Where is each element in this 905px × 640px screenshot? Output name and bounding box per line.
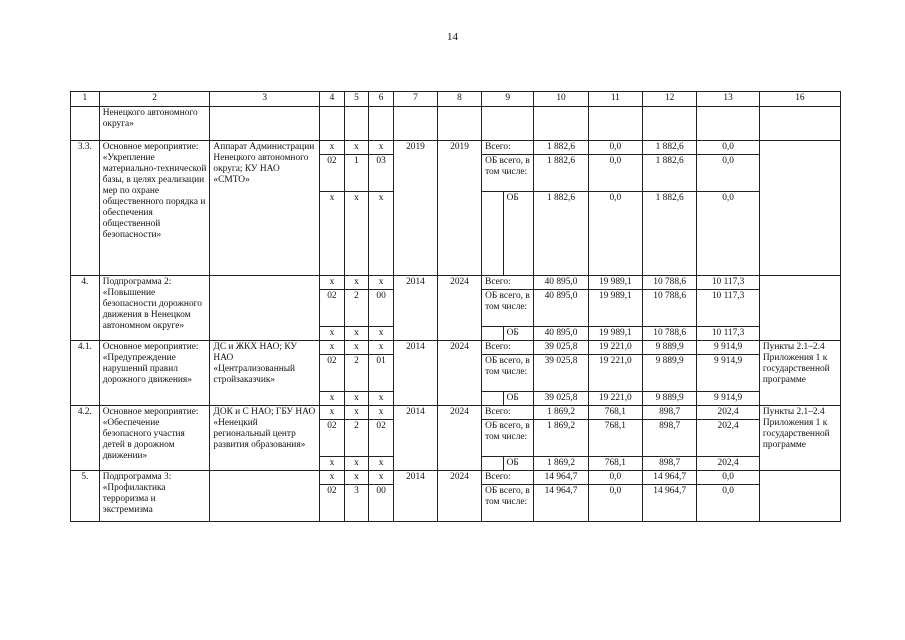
header-cell: 1 [71,92,100,107]
table-row [71,141,841,155]
amount-cell: 0,0 [697,141,760,155]
source-label: ОБ [503,457,534,471]
code-cell: 3 [344,485,369,522]
row-number: 5. [71,471,100,522]
measure-name: Основное мероприятие: «Предупреждение нарушений правил дорожного движения» [99,341,210,406]
amount-cell: 0,0 [588,471,642,485]
source-label: ОБ всего, в том числе: [482,290,534,327]
code-cell: х [320,341,345,355]
source-label: Всего: [482,141,534,155]
amount-cell: 1 869,2 [534,457,588,471]
amount-cell: 9 914,9 [697,355,760,392]
measure-name: Основное мероприятие: «Обеспечение безопасного участия детей в дорожном движении» [99,406,210,471]
header-cell: 10 [534,92,588,107]
code-cell: х [344,276,369,290]
code-cell: х [369,141,394,155]
table-row [71,341,841,355]
source-label: ОБ всего, в том числе: [482,485,534,522]
amount-cell: 202,4 [697,406,760,420]
executor [210,471,320,522]
header-cell: 11 [588,92,642,107]
code-cell: х [344,341,369,355]
header-cell: 9 [482,92,534,107]
source-label: ОБ [503,392,534,406]
end-year: 2019 [437,141,481,276]
amount-cell: 0,0 [697,155,760,192]
amount-cell: 19 221,0 [588,392,642,406]
page-number: 14 [447,31,458,43]
amount-cell: 14 964,7 [643,485,697,522]
executor: Аппарат Администрации Ненецкого автономного округа; КУ НАО «СМТО» [210,141,320,276]
amount-cell: 9 914,9 [697,341,760,355]
amount-cell: 9 889,9 [643,392,697,406]
code-cell: х [369,457,394,471]
amount-cell: 39 025,8 [534,341,588,355]
amount-cell: 1 882,6 [643,192,697,276]
amount-cell: 1 882,6 [643,155,697,192]
code-cell: х [369,276,394,290]
code-cell: х [344,457,369,471]
amount-cell: 1 869,2 [534,420,588,457]
code-cell: 01 [369,355,394,392]
code-cell: х [369,392,394,406]
start-year: 2019 [393,141,437,276]
code-cell: 00 [369,485,394,522]
amount-cell: 40 895,0 [534,290,588,327]
code-cell: х [320,327,345,341]
code-cell: х [320,392,345,406]
amount-cell: 202,4 [697,457,760,471]
amount-cell: 1 882,6 [534,155,588,192]
code-cell: 02 [320,420,345,457]
code-cell: х [320,141,345,155]
amount-cell: 1 882,6 [534,192,588,276]
amount-cell: 40 895,0 [534,276,588,290]
amount-cell: 1 869,2 [534,406,588,420]
note-cell: Пункты 2.1–2.4 Приложения 1 к государственной программе [759,406,840,471]
code-cell: х [320,276,345,290]
start-year: 2014 [393,276,437,341]
amount-cell: 19 989,1 [588,276,642,290]
code-cell: х [344,406,369,420]
amount-cell: 0,0 [588,485,642,522]
row-number: 4.2. [71,406,100,471]
amount-cell: 0,0 [697,192,760,276]
header-cell: 2 [99,92,210,107]
indent-cell [482,192,504,276]
table-row [71,406,841,420]
source-label: ОБ всего, в том числе: [482,155,534,192]
indent-cell [482,457,504,471]
amount-cell: 10 117,3 [697,327,760,341]
amount-cell: 19 221,0 [588,341,642,355]
amount-cell: 1 882,6 [534,141,588,155]
executor [210,276,320,341]
amount-cell: 19 989,1 [588,327,642,341]
start-year: 2014 [393,471,437,522]
amount-cell: 10 788,6 [643,276,697,290]
source-label: Всего: [482,276,534,290]
note-cell: Пункты 2.1–2.4 Приложения 1 к государственной программе [759,341,840,406]
amount-cell: 19 221,0 [588,355,642,392]
amount-cell: 0,0 [588,155,642,192]
measure-name: Подпрограмма 2: «Повышение безопасности дорожного движения в Ненецком автономном округе» [99,276,210,341]
code-cell: 2 [344,420,369,457]
table-row [71,276,841,290]
amount-cell: 14 964,7 [534,471,588,485]
source-label: Всего: [482,406,534,420]
continuation-row [71,107,841,141]
code-cell: х [344,471,369,485]
amount-cell: 9 889,9 [643,341,697,355]
amount-cell: 898,7 [643,457,697,471]
header-cell: 5 [344,92,369,107]
row-number: 3.3. [71,141,100,276]
measure-name: Основное мероприятие: «Укрепление материально-технической базы, в целях реализации мер по охране общественного порядка и обеспечения общественной безопасности» [99,141,210,276]
source-label: ОБ всего, в том числе: [482,355,534,392]
code-cell: х [320,471,345,485]
code-cell: х [369,471,394,485]
code-cell: х [344,192,369,276]
row-number: 4.1. [71,341,100,406]
amount-cell: 0,0 [697,485,760,522]
executor: ДС и ЖКХ НАО; КУ НАО «Централизованный стройзаказчик» [210,341,320,406]
header-cell: 7 [393,92,437,107]
header-cell: 4 [320,92,345,107]
amount-cell: 0,0 [588,141,642,155]
header-cell: 12 [643,92,697,107]
amount-cell: 768,1 [588,420,642,457]
amount-cell: 1 882,6 [643,141,697,155]
amount-cell: 202,4 [697,420,760,457]
amount-cell: 10 117,3 [697,276,760,290]
header-cell: 13 [697,92,760,107]
amount-cell: 768,1 [588,457,642,471]
source-label: Всего: [482,341,534,355]
amount-cell: 10 117,3 [697,290,760,327]
end-year: 2024 [437,471,481,522]
code-cell: х [320,192,345,276]
amount-cell: 14 964,7 [534,485,588,522]
code-cell: 02 [320,290,345,327]
indent-cell [482,327,504,341]
code-cell: х [344,141,369,155]
amount-cell: 19 989,1 [588,290,642,327]
table-row [71,471,841,485]
measure-name: Подпрограмма 3: «Профилактика терроризма и экстремизма [99,471,210,522]
amount-cell: 768,1 [588,406,642,420]
code-cell: х [320,457,345,471]
code-cell: х [369,327,394,341]
code-cell: х [320,406,345,420]
code-cell: х [369,406,394,420]
amount-cell: 0,0 [588,192,642,276]
end-year: 2024 [437,341,481,406]
code-cell: 1 [344,155,369,192]
indent-cell [482,392,504,406]
code-cell: 2 [344,290,369,327]
amount-cell: 9 914,9 [697,392,760,406]
end-year: 2024 [437,276,481,341]
amount-cell: 39 025,8 [534,392,588,406]
note-cell [759,471,840,522]
code-cell: 2 [344,355,369,392]
header-row [71,92,841,107]
code-cell: 02 [320,485,345,522]
executor: ДОК и С НАО; ГБУ НАО «Ненецкий региональный центр развития образования» [210,406,320,471]
header-cell: 3 [210,92,320,107]
amount-cell: 40 895,0 [534,327,588,341]
source-label: Всего: [482,471,534,485]
source-label: ОБ [503,192,534,276]
amount-cell: 0,0 [697,471,760,485]
start-year: 2014 [393,341,437,406]
code-cell: х [344,392,369,406]
amount-cell: 898,7 [643,406,697,420]
code-cell: х [369,192,394,276]
amount-cell: 39 025,8 [534,355,588,392]
note-cell [759,276,840,341]
row-number: 4. [71,276,100,341]
source-label: ОБ [503,327,534,341]
amount-cell: 14 964,7 [643,471,697,485]
code-cell: 02 [320,155,345,192]
header-cell: 6 [369,92,394,107]
code-cell: х [369,341,394,355]
header-cell: 16 [759,92,840,107]
continuation-text: Ненецкого автономного округа» [99,107,210,141]
start-year: 2014 [393,406,437,471]
code-cell: х [344,327,369,341]
amount-cell: 10 788,6 [643,327,697,341]
header-cell: 8 [437,92,481,107]
code-cell: 02 [320,355,345,392]
code-cell: 00 [369,290,394,327]
code-cell: 03 [369,155,394,192]
end-year: 2024 [437,406,481,471]
amount-cell: 898,7 [643,420,697,457]
amount-cell: 10 788,6 [643,290,697,327]
amount-cell: 9 889,9 [643,355,697,392]
program-table [70,91,841,522]
note-cell [759,141,840,276]
code-cell: 02 [369,420,394,457]
source-label: ОБ всего, в том числе: [482,420,534,457]
